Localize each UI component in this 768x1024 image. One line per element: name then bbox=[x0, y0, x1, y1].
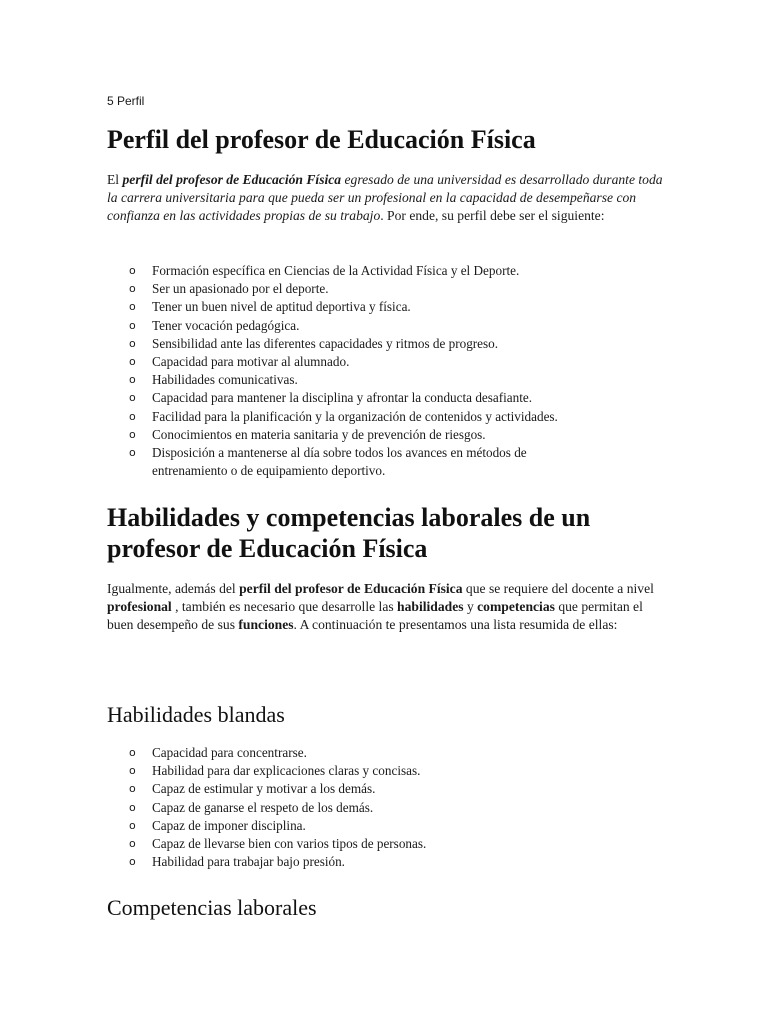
list-item-text: Formación específica en Ciencias de la Actividad Física y el Deporte. bbox=[152, 263, 520, 278]
skills-b2: profesional bbox=[107, 599, 172, 614]
bullet-icon: o bbox=[129, 264, 136, 277]
intro-italic: egresado de una universidad es desarrollado durante toda la carrera universitaria para que pueda ser un profesional en la capacidad de desempeñarse con confianza en las actividades propias de su trabajo bbox=[107, 172, 663, 223]
list-item-text: Habilidades comunicativas. bbox=[152, 372, 298, 388]
list-item-text: Sensibilidad ante las diferentes capacidades y ritmos de progreso. bbox=[152, 335, 499, 351]
section-label: 5 Perfil bbox=[107, 94, 145, 108]
soft-skills-list bbox=[107, 744, 567, 871]
bullet-icon: o bbox=[129, 837, 136, 851]
work-competencies-heading: Competencias laborales bbox=[107, 895, 317, 920]
list-item-text: Capaz de imponer disciplina. bbox=[152, 817, 306, 833]
list-item bbox=[107, 835, 567, 853]
list-item bbox=[107, 444, 567, 480]
list-item-text: Tener vocación pedagógica. bbox=[152, 317, 300, 333]
bullet-icon: o bbox=[129, 282, 136, 296]
list-item bbox=[107, 744, 567, 762]
list-item-text: Tener un buen nivel de aptitud deportiva y física. bbox=[152, 299, 411, 315]
list-item bbox=[107, 762, 567, 780]
bullet-icon: o bbox=[129, 764, 136, 778]
bullet-icon: o bbox=[129, 318, 136, 332]
bullet-icon: o bbox=[129, 409, 136, 423]
list-item-text: Capaz de llevarse bien con varios tipos de personas. bbox=[152, 836, 427, 852]
skills-t2: que se requiere del docente a nivel bbox=[462, 581, 654, 596]
bullet-icon: o bbox=[129, 446, 136, 460]
list-item bbox=[107, 317, 567, 335]
intro-pre: El bbox=[107, 172, 123, 187]
bullet-icon: o bbox=[129, 782, 136, 796]
list-item-text: Capacidad para mantener la disciplina y afrontar la conducta desafiante. bbox=[152, 390, 533, 406]
skills-t4: y bbox=[463, 599, 478, 614]
list-item bbox=[107, 799, 567, 817]
skills-t6: . A continuación te presentamos una lista resumida de ellas: bbox=[293, 617, 618, 632]
list-item-text: Facilidad para la planificación y la organización de contenidos y actividades. bbox=[152, 408, 558, 424]
list-item bbox=[107, 280, 567, 298]
profile-list bbox=[107, 262, 567, 480]
skills-b1: perfil del profesor de Educación Física bbox=[239, 581, 463, 596]
bullet-icon: o bbox=[129, 746, 136, 759]
bullet-icon: o bbox=[129, 818, 136, 832]
list-item bbox=[107, 335, 567, 353]
list-item bbox=[107, 353, 567, 371]
skills-t3: , también es necesario que desarrolle las bbox=[171, 599, 398, 614]
skills-b3: habilidades bbox=[397, 599, 464, 614]
bullet-icon: o bbox=[129, 355, 136, 369]
list-item bbox=[107, 371, 567, 389]
list-item-text: Habilidad para dar explicaciones claras y concisas. bbox=[152, 763, 421, 779]
list-item-text: Capaz de estimular y motivar a los demás. bbox=[152, 781, 376, 797]
list-item-text: Ser un apasionado por el deporte. bbox=[152, 281, 329, 297]
list-item bbox=[107, 426, 567, 444]
soft-skills-heading: Habilidades blandas bbox=[107, 702, 285, 727]
list-item-text: Capacidad para motivar al alumnado. bbox=[152, 354, 350, 370]
intro-post: . Por ende, su perfil debe ser el siguiente: bbox=[380, 208, 605, 223]
skills-title: Habilidades y competencias laborales de un profesor de Educación Física bbox=[107, 503, 591, 563]
bullet-icon: o bbox=[129, 300, 136, 314]
intro-bold: perfil del profesor de Educación Física bbox=[122, 172, 342, 187]
list-item-text: Habilidad para trabajar bajo presión. bbox=[152, 854, 345, 870]
skills-t1: Igualmente, además del bbox=[107, 581, 240, 596]
main-title: Perfil del profesor de Educación Física bbox=[107, 125, 536, 154]
list-item bbox=[107, 780, 567, 798]
bullet-icon: o bbox=[129, 855, 136, 869]
skills-b5: funciones bbox=[238, 617, 294, 632]
list-item bbox=[107, 298, 567, 316]
bullet-icon: o bbox=[129, 391, 136, 405]
bullet-icon: o bbox=[129, 373, 136, 387]
skills-b4: competencias bbox=[477, 599, 555, 614]
intro-paragraph bbox=[107, 171, 663, 225]
bullet-icon: o bbox=[129, 336, 136, 350]
list-item bbox=[107, 817, 567, 835]
list-item bbox=[107, 853, 567, 871]
skills-t5: que permitan el buen desempeño de sus bbox=[107, 599, 643, 632]
list-item bbox=[107, 408, 567, 426]
list-item bbox=[107, 262, 567, 280]
list-item-text: Capaz de ganarse el respeto de los demás. bbox=[152, 799, 374, 815]
list-item-text: Conocimientos en materia sanitaria y de prevención de riesgos. bbox=[152, 426, 486, 442]
bullet-icon: o bbox=[129, 427, 136, 441]
list-item-text: Capacidad para concentrarse. bbox=[152, 745, 307, 760]
bullet-icon: o bbox=[129, 800, 136, 814]
list-item-text: Disposición a mantenerse al día sobre todos los avances en métodos de entrenamiento o de equipamiento deportivo. bbox=[152, 445, 527, 479]
skills-paragraph bbox=[107, 580, 663, 634]
list-item bbox=[107, 389, 567, 407]
